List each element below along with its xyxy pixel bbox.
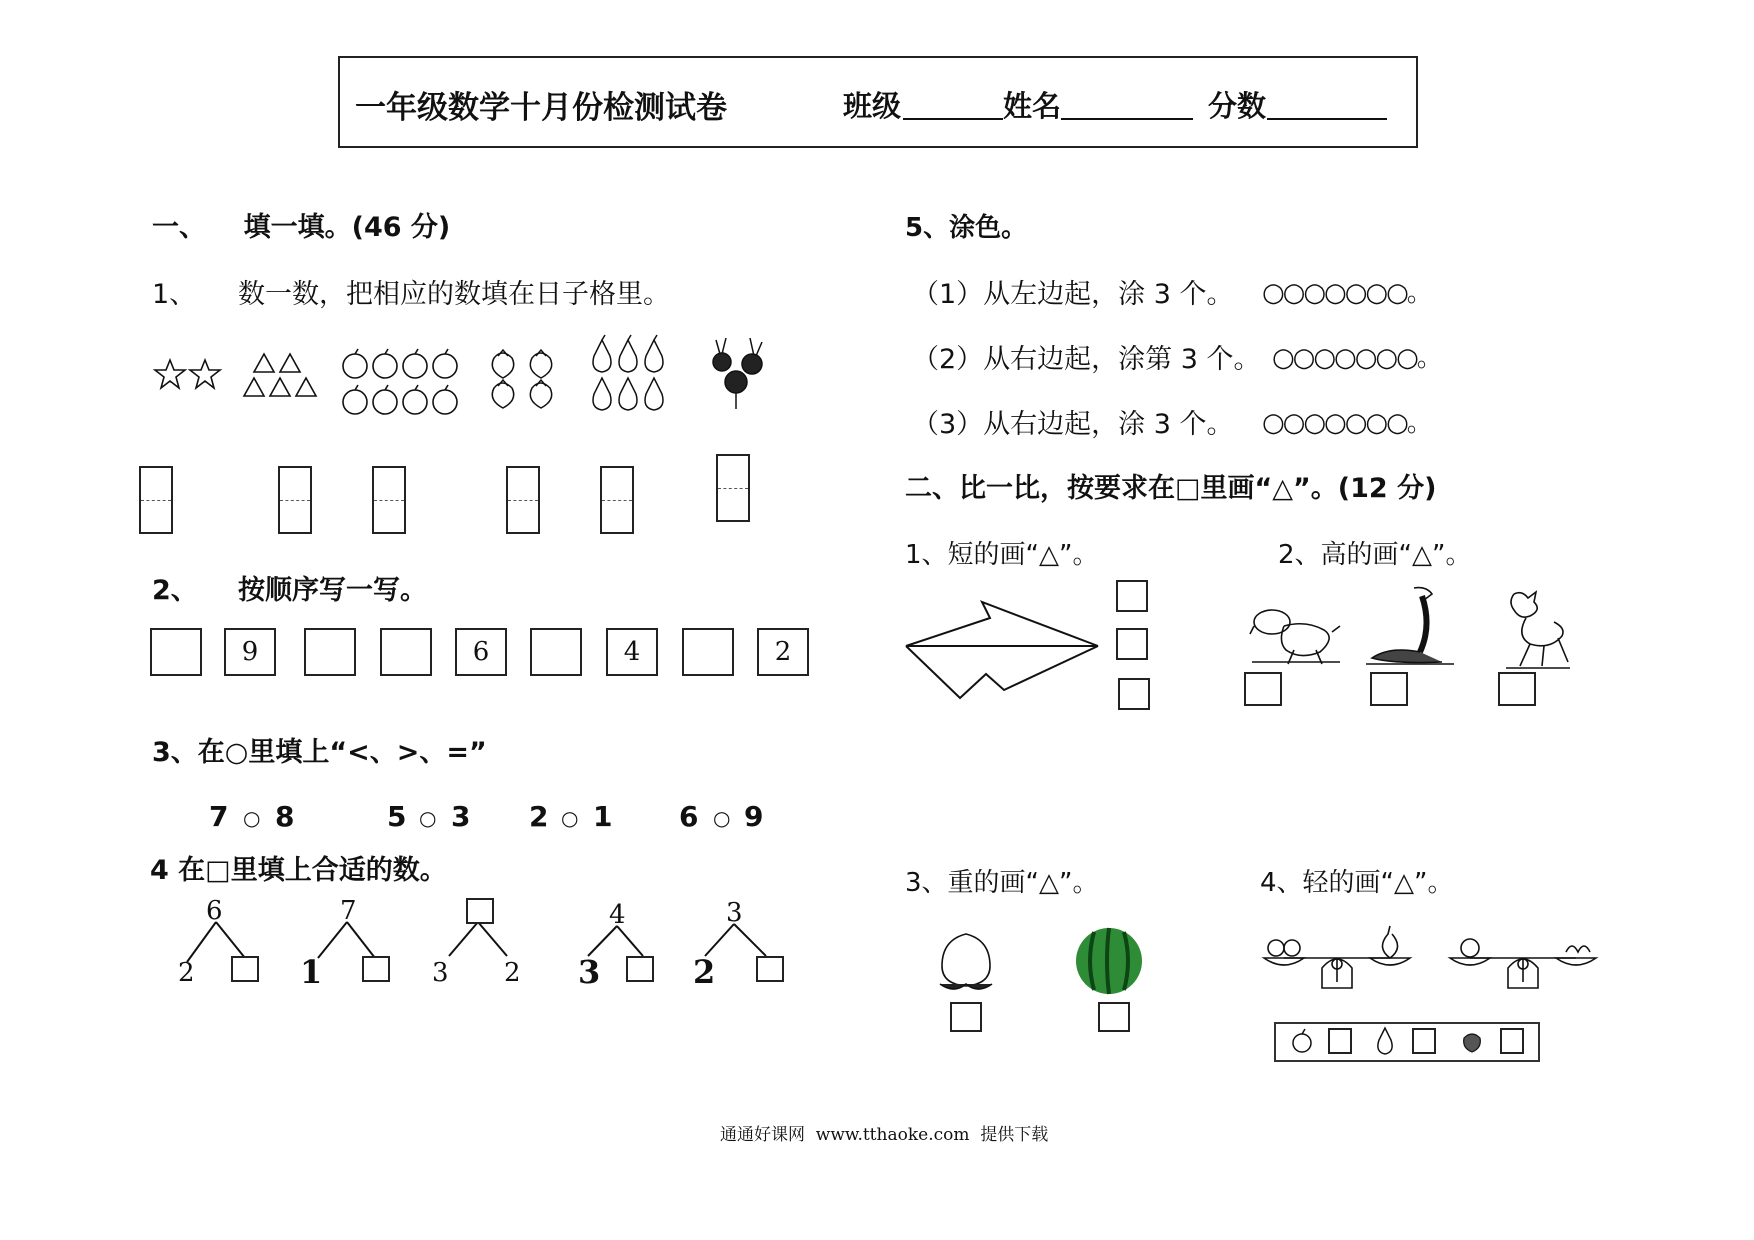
q3-text: 3、在○里填上“<、>、=” [152, 737, 487, 768]
pear-small-icon [1374, 1026, 1396, 1056]
dog-icon [1248, 606, 1342, 668]
q1-text: 数一数，把相应的数填在日子格里。 [238, 279, 670, 310]
tree-2-right-box[interactable] [362, 956, 390, 982]
compare-a-2: 5 [387, 800, 407, 833]
compare-circle-2[interactable]: ○ [419, 806, 437, 830]
peach-icon [934, 928, 998, 994]
deer-icon [1500, 590, 1574, 670]
q5-line-2-circles[interactable]: ○○○○○○○。 [1272, 343, 1441, 373]
tree-3-left: 3 [432, 958, 449, 988]
strawberry-small-icon [1462, 1030, 1482, 1054]
compare-a-4: 6 [679, 800, 699, 833]
q5-line-1-circles[interactable]: ○○○○○○○。 [1262, 278, 1431, 308]
compare-circle-1[interactable]: ○ [243, 806, 261, 830]
tree-1-right-box[interactable] [231, 956, 259, 982]
compare-b-2: 3 [451, 800, 471, 833]
tree-4-top: 4 [609, 900, 626, 930]
apple-small-icon [1290, 1028, 1314, 1054]
compare-b-1: 8 [275, 800, 295, 833]
tree-1-left: 2 [178, 958, 195, 988]
tall-answer-box-1[interactable] [1244, 672, 1282, 706]
tree-2-left: 1 [300, 953, 323, 991]
compare-b-3: 1 [593, 800, 613, 833]
balance-scale-1-icon [1262, 924, 1412, 994]
compare-circle-3[interactable]: ○ [561, 806, 579, 830]
light-answer-box-3[interactable] [1500, 1028, 1524, 1054]
giraffe-icon [1362, 584, 1458, 670]
tree-1-top: 6 [206, 896, 223, 926]
compare-circle-4[interactable]: ○ [713, 806, 731, 830]
sequence-box-5[interactable]: 6 [455, 628, 507, 676]
q5-line-3-text: （3）从右边起，涂 3 个。 [912, 409, 1234, 440]
heavy-answer-box-2[interactable] [1098, 1002, 1130, 1032]
tree-5-left: 2 [693, 953, 716, 991]
score-label: 分数 [1208, 89, 1267, 123]
line-comparison-figure [904, 600, 1104, 706]
name-label: 姓名 [1003, 89, 1062, 123]
section-1-title: 一、 填一填。(46 分) [152, 212, 451, 243]
s2-q1-text: 1、短的画“△”。 [905, 540, 1099, 570]
light-answer-box-1[interactable] [1328, 1028, 1352, 1054]
q5-line-3-circles[interactable]: ○○○○○○○。 [1262, 408, 1431, 438]
footer-text: 通通好课网 www.tthaoke.com 提供下载 [720, 1125, 1049, 1145]
compare-a-1: 7 [209, 800, 229, 833]
s2-q3-text: 3、重的画“△”。 [905, 868, 1099, 898]
s2-q2-text: 2、高的画“△”。 [1278, 540, 1472, 570]
section-2-title: 二、比一比，按要求在□里画“△”。(12 分) [905, 473, 1437, 504]
sequence-box-2[interactable]: 9 [224, 628, 276, 676]
page-title: 一年级数学十月份检测试卷 [355, 90, 727, 126]
tree-3-right: 2 [504, 958, 521, 988]
q5-line-2-text: （2）从右边起，涂第 3 个。 [912, 344, 1261, 375]
q2-text: 按顺序写一写。 [238, 575, 427, 606]
light-answer-box-2[interactable] [1412, 1028, 1436, 1054]
q5-line-1-text: （1）从左边起，涂 3 个。 [912, 279, 1234, 310]
balance-scale-2-icon [1448, 924, 1598, 994]
short-answer-box-1[interactable] [1116, 580, 1148, 612]
tree-5-right-box[interactable] [756, 956, 784, 982]
q2-number: 2、 [152, 575, 198, 606]
tree-4-right-box[interactable] [626, 956, 654, 982]
q4-text: 4 在□里填上合适的数。 [150, 855, 447, 886]
tree-5-top: 3 [726, 898, 743, 928]
heavy-answer-box-1[interactable] [950, 1002, 982, 1032]
sequence-box-9[interactable]: 2 [757, 628, 809, 676]
sequence-box-7[interactable]: 4 [606, 628, 658, 676]
q5-title: 5、涂色。 [905, 213, 1028, 243]
compare-a-3: 2 [529, 800, 549, 833]
tree-2-top: 7 [340, 896, 357, 926]
tall-answer-box-2[interactable] [1370, 672, 1408, 706]
tree-4-left: 3 [578, 953, 601, 991]
compare-b-4: 9 [744, 800, 764, 833]
tall-answer-box-3[interactable] [1498, 672, 1536, 706]
s2-q4-text: 4、轻的画“△”。 [1260, 868, 1454, 898]
tree-3-top-box[interactable] [466, 898, 494, 924]
class-label: 班级 [843, 89, 902, 123]
q1-number: 1、 [152, 279, 197, 310]
short-answer-box-3[interactable] [1118, 678, 1150, 710]
watermelon-icon [1074, 926, 1144, 996]
short-answer-box-2[interactable] [1116, 628, 1148, 660]
